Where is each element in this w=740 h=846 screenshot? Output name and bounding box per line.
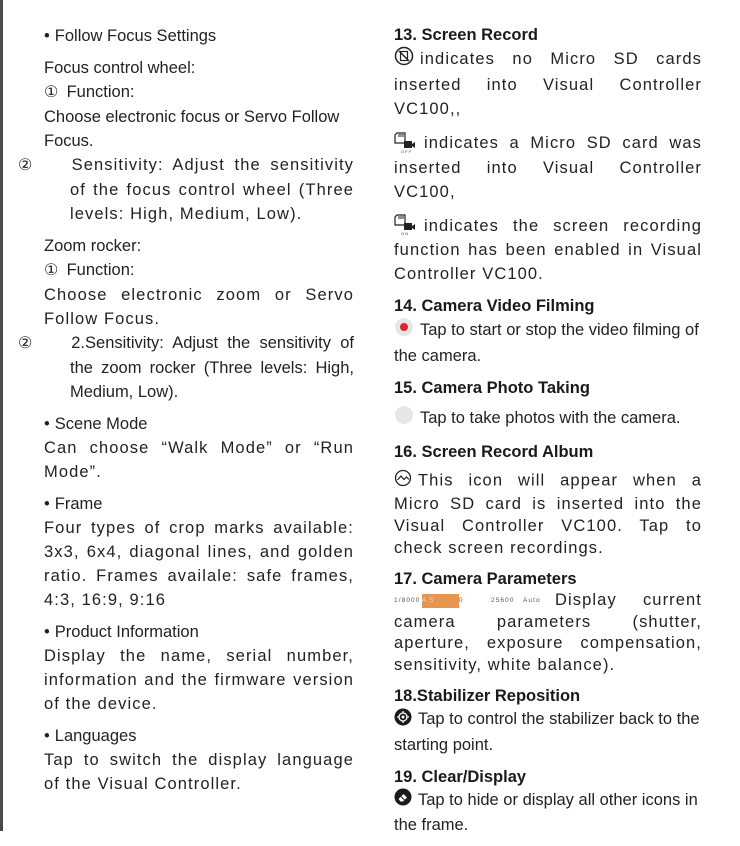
no-sd-card-row: indicates no Micro SD cards inserted into Visual Controller VC100,, [394, 46, 702, 121]
languages-heading: • Languages [44, 724, 354, 748]
record-album-heading: 16. Screen Record Album [394, 443, 594, 462]
video-filming-section [394, 295, 702, 368]
shutter-button-icon [394, 405, 414, 432]
follow-focus-section [18, 24, 355, 404]
page-left-border [0, 0, 3, 831]
frame-text: Four types of crop marks available: 3x3, 6x4, diagonal lines, and golden ratio. Frames availale: safe frames, 4:3, 16:9, 9:16 [44, 519, 354, 609]
focus-wheel-function-label: ① Function: [44, 80, 354, 105]
no-sd-card-icon [394, 46, 414, 73]
product-info-heading: • Product Information [44, 620, 354, 644]
zoom-rocker-function-text: Choose electronic zoom or Servo Follow Focus. [44, 286, 354, 328]
sd-card-off-row: OFF indicates a Micro SD card was inserted into Visual Controller VC100, [394, 131, 702, 204]
zoom-rocker-title: Zoom rocker: [44, 237, 142, 255]
record-button-icon [394, 317, 414, 344]
scene-mode-text: Can choose “Walk Mode” or “Run Mode”. [44, 439, 354, 481]
frame-heading: • Frame [44, 492, 354, 516]
scene-mode-heading: • Scene Mode [44, 412, 354, 436]
focus-wheel-function-text: Choose electronic focus or Servo Follow Focus. [44, 108, 340, 150]
video-filming-row: Tap to start or stop the video filming of the camera. [394, 317, 702, 368]
left-column [18, 24, 355, 804]
sd-card-record-on-icon [394, 214, 418, 238]
circled-number-1: ① [44, 84, 59, 101]
eraser-icon [394, 788, 412, 813]
stabilizer-row: Tap to control the stabilizer back to the starting point. [394, 707, 702, 756]
languages-section [44, 724, 354, 796]
camera-params-bar [394, 590, 549, 612]
svg-text:OFF: OFF [401, 148, 413, 154]
product-info-text: Display the name, serial number, information and the firmware version of the device. [44, 647, 354, 713]
focus-wheel-title: Focus control wheel: [44, 59, 196, 77]
record-album-row: This icon will appear when a Micro SD card is inserted into the Visual Controller VC100. Tap to check screen recordings. [394, 469, 702, 559]
right-column [394, 24, 702, 846]
photo-taking-section [394, 377, 702, 432]
frame-section [44, 492, 354, 612]
zoom-rocker-function-label: ① Function: [44, 258, 354, 283]
video-filming-heading: 14. Camera Video Filming [394, 297, 595, 316]
wb-value: Auto [523, 597, 541, 605]
screen-record-section [394, 24, 702, 286]
sd-card-on-row: ON indicates the screen recording function has been enabled in Visual Controller VC100. [394, 214, 702, 287]
focus-wheel-sensitivity: ② Sensitivity: Adjust the sensitivity of the focus control wheel (Three levels: High, Medium, Low). [18, 156, 355, 223]
circled-number-1: ① [44, 262, 59, 279]
camera-params-heading: 17. Camera Parameters [394, 570, 577, 589]
clear-display-section [394, 766, 702, 837]
camera-params-row: 1/8000 4.5 0 25600 Auto Display current camera parameters (shutter, aperture, exposure compensation, sensitivity, white balance). [394, 591, 702, 674]
scene-mode-section [44, 412, 354, 484]
reposition-icon [394, 708, 412, 733]
photo-taking-row: Tap to take photos with the camera. [394, 405, 702, 432]
zoom-rocker-sensitivity: ② 2.Sensitivity: Adjust the sensitivity of the zoom rocker (Three levels: High, Medium, Low). [18, 334, 354, 401]
ev-value: 0 [459, 597, 464, 605]
circled-number-2: ② [18, 335, 33, 352]
follow-focus-heading: • Follow Focus Settings [44, 24, 354, 48]
svg-text:ON: ON [401, 231, 410, 237]
clear-display-row: Tap to hide or display all other icons in the frame. [394, 788, 702, 837]
stabilizer-section [394, 685, 702, 756]
shutter-value: 1/8000 [394, 597, 421, 605]
album-icon [394, 469, 412, 493]
languages-text: Tap to switch the display language of the Visual Controller. [44, 751, 354, 793]
photo-taking-heading: 15. Camera Photo Taking [394, 379, 590, 398]
camera-params-section [394, 568, 702, 676]
aperture-value: 4.5 [422, 594, 459, 608]
stabilizer-heading: 18.Stabilizer Reposition [394, 687, 581, 706]
product-info-section [44, 620, 354, 716]
circled-number-2: ② [18, 157, 34, 174]
record-album-section [394, 441, 702, 559]
clear-display-heading: 19. Clear/Display [394, 767, 527, 786]
sd-card-record-off-icon [394, 132, 418, 156]
iso-value: 25600 [491, 597, 515, 605]
screen-record-heading: 13. Screen Record [394, 26, 538, 44]
